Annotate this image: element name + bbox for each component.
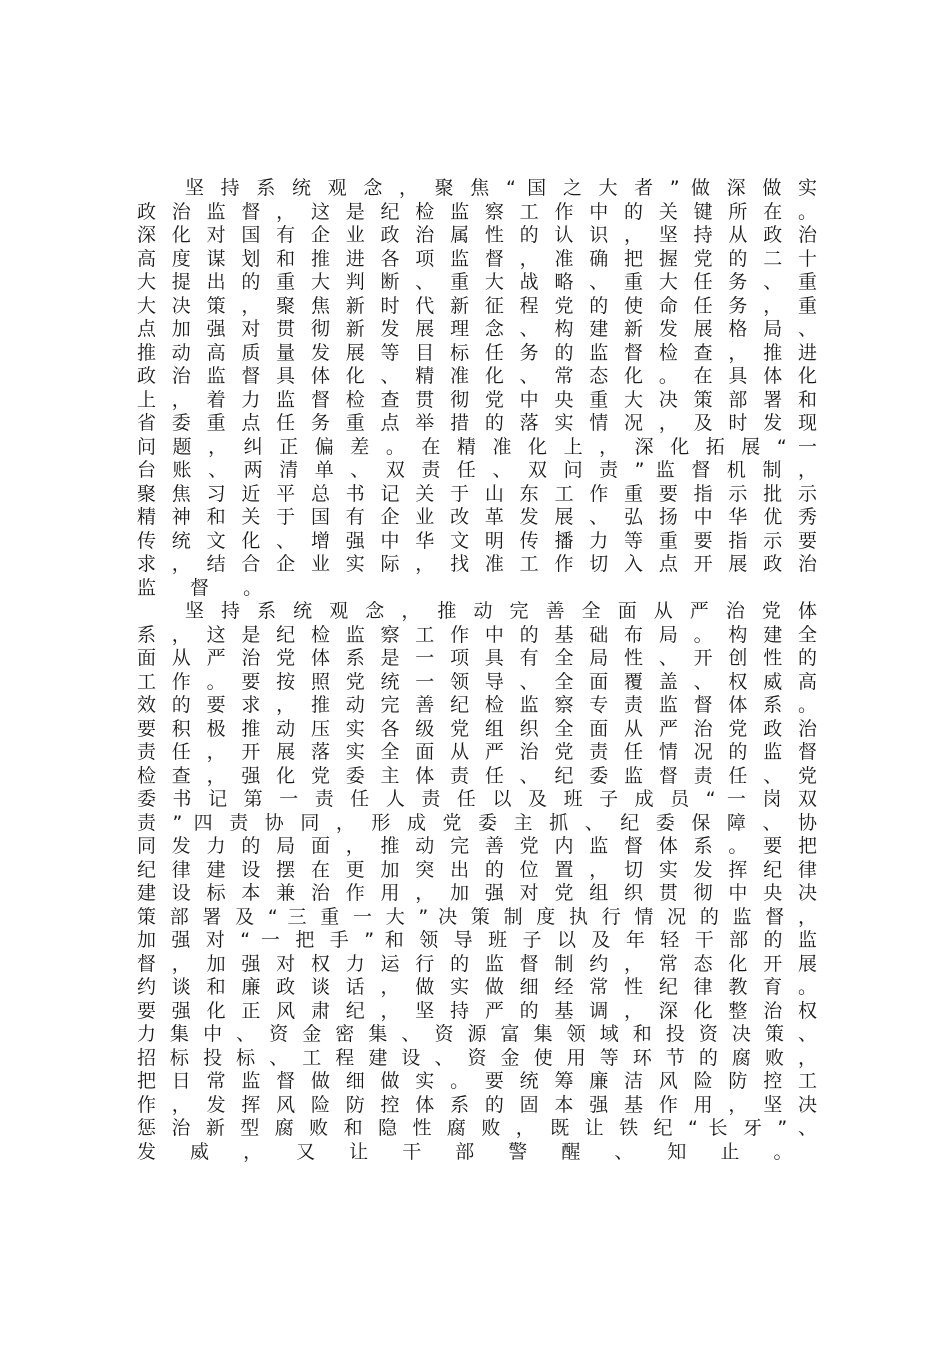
text-line: 政 治 监 督 具 体 化 、 精 准 化 、 常 态 化 。 在 具 体 化	[137, 365, 817, 387]
text-line: 高 度 谋 划 和 推 进 各 项 监 督 ， 准 确 把 握 党 的 二 十	[137, 247, 817, 270]
text-line: 策 部 署 及 “ 三 重 一 大 ” 决 策 制 度 执 行 情 况 的 监 督 ，	[137, 905, 817, 928]
text-line: 坚 持 系 统 观 念 ， 推 动 完 善 全 面 从 严 治 党 体	[185, 600, 817, 622]
paragraph-2	[137, 600, 817, 1164]
text-line: 问 题 ， 纠 正 偏 差 。 在 精 准 化 上 ， 深 化 拓 展 “ 一	[137, 435, 817, 458]
text-line: 加 强 对 “ 一 把 手 ” 和 领 导 班 子 以 及 年 轻 干 部 的 监	[137, 929, 817, 951]
text-line: 大 决 策 ， 聚 焦 新 时 代 新 征 程 党 的 使 命 任 务 ， 重	[137, 294, 817, 317]
text-line: 要 强 化 正 风 肃 纪 ， 坚 持 严 的 基 调 ， 深 化 整 治 权	[137, 999, 817, 1022]
text-line: 大 提 出 的 重 大 判 断 、 重 大 战 略 、 重 大 任 务 、 重	[137, 271, 817, 293]
text-line: 招 标 投 标 、 工 程 建 设 、 资 金 使 用 等 环 节 的 腐 败 ，	[137, 1046, 817, 1069]
text-line: 推 动 高 质 量 发 展 等 目 标 任 务 的 监 督 检 查 ， 推 进	[137, 341, 817, 364]
text-line: 效 的 要 求 ， 推 动 完 善 纪 检 监 察 专 责 监 督 体 系 。	[137, 694, 817, 716]
text-line: 检 查 ， 强 化 党 委 主 体 责 任 、 纪 委 监 督 责 任 、 党	[137, 764, 817, 787]
text-line: 建 设 标 本 兼 治 作 用 ， 加 强 对 党 组 织 贯 彻 中 央 决	[137, 882, 817, 904]
text-line: 作 ， 发 挥 风 险 防 控 体 系 的 固 本 强 基 作 用 ， 坚 决	[137, 1093, 817, 1116]
text-line: 省 委 重 点 任 务 重 点 举 措 的 落 实 情 况 ， 及 时 发 现	[137, 412, 817, 434]
text-line: 点 加 强 对 贯 彻 新 发 展 理 念 、 构 建 新 发 展 格 局 、	[137, 318, 817, 340]
text-line: 督 ， 加 强 对 权 力 运 行 的 监 督 制 约 ， 常 态 化 开 展	[137, 952, 817, 975]
text-line: 把 日 常 监 督 做 细 做 实 。 要 统 筹 廉 洁 风 险 防 控 工	[137, 1070, 817, 1092]
text-line: 同 发 力 的 局 面 ， 推 动 完 善 党 内 监 督 体 系 。 要 把	[137, 835, 817, 857]
text-line: 发 威 ， 又 让 干 部 警 醒 、 知 止 。	[137, 1140, 807, 1163]
text-line: 政 治 监 督 ， 这 是 纪 检 监 察 工 作 中 的 关 键 所 在 。	[137, 200, 817, 223]
text-line: 精 神 和 关 于 国 有 企 业 改 革 发 展 、 弘 扬 中 华 优 秀	[137, 506, 817, 528]
text-line: 传 统 文 化 、 增 强 中 华 文 明 传 播 力 等 重 要 指 示 要	[137, 529, 817, 552]
document-body	[137, 177, 817, 1164]
text-line: 惩 治 新 型 腐 败 和 隐 性 腐 败 ， 既 让 铁 纪 “ 长 牙 ” 、	[137, 1117, 817, 1139]
text-line: 深 化 对 国 有 企 业 政 治 属 性 的 认 识 ， 坚 持 从 政 治	[137, 224, 817, 246]
text-line: 台 账 、 两 清 单 、 双 责 任 、 双 问 责 ” 监 督 机 制 ，	[137, 459, 817, 481]
text-line: 求 ， 结 合 企 业 实 际 ， 找 准 工 作 切 入 点 开 展 政 治	[137, 553, 817, 575]
text-line: 纪 律 建 设 摆 在 更 加 突 出 的 位 置 ， 切 实 发 挥 纪 律	[137, 858, 817, 881]
text-line: 坚 持 系 统 观 念 ， 聚 焦 “ 国 之 大 者 ” 做 深 做 实	[185, 177, 817, 199]
text-line: 责 ” 四 责 协 同 ， 形 成 党 委 主 抓 、 纪 委 保 障 、 协	[137, 811, 817, 834]
text-line: 聚 焦 习 近 平 总 书 记 关 于 山 东 工 作 重 要 指 示 批 示	[137, 482, 817, 505]
text-line: 要 积 极 推 动 压 实 各 级 党 组 织 全 面 从 严 治 党 政 治	[137, 717, 817, 740]
text-line: 系 ， 这 是 纪 检 监 察 工 作 中 的 基 础 布 局 。 构 建 全	[137, 623, 817, 646]
text-line: 上 ， 着 力 监 督 检 查 贯 彻 党 中 央 重 大 决 策 部 署 和	[137, 388, 817, 411]
text-line: 监 督 。	[137, 576, 277, 599]
text-line: 委 书 记 第 一 责 任 人 责 任 以 及 班 子 成 员 “ 一 岗 双	[137, 788, 817, 810]
text-line: 工 作 。 要 按 照 党 统 一 领 导 、 全 面 覆 盖 、 权 威 高	[137, 670, 817, 693]
paragraph-1	[137, 177, 817, 600]
text-line: 面 从 严 治 党 体 系 是 一 项 具 有 全 局 性 、 开 创 性 的	[137, 647, 817, 669]
text-line: 约 谈 和 廉 政 谈 话 ， 做 实 做 细 经 常 性 纪 律 教 育 。	[137, 976, 817, 998]
text-line: 责 任 ， 开 展 落 实 全 面 从 严 治 党 责 任 情 况 的 监 督	[137, 741, 817, 763]
text-line: 力 集 中 、 资 金 密 集 、 资 源 富 集 领 域 和 投 资 决 策 、	[137, 1023, 817, 1045]
